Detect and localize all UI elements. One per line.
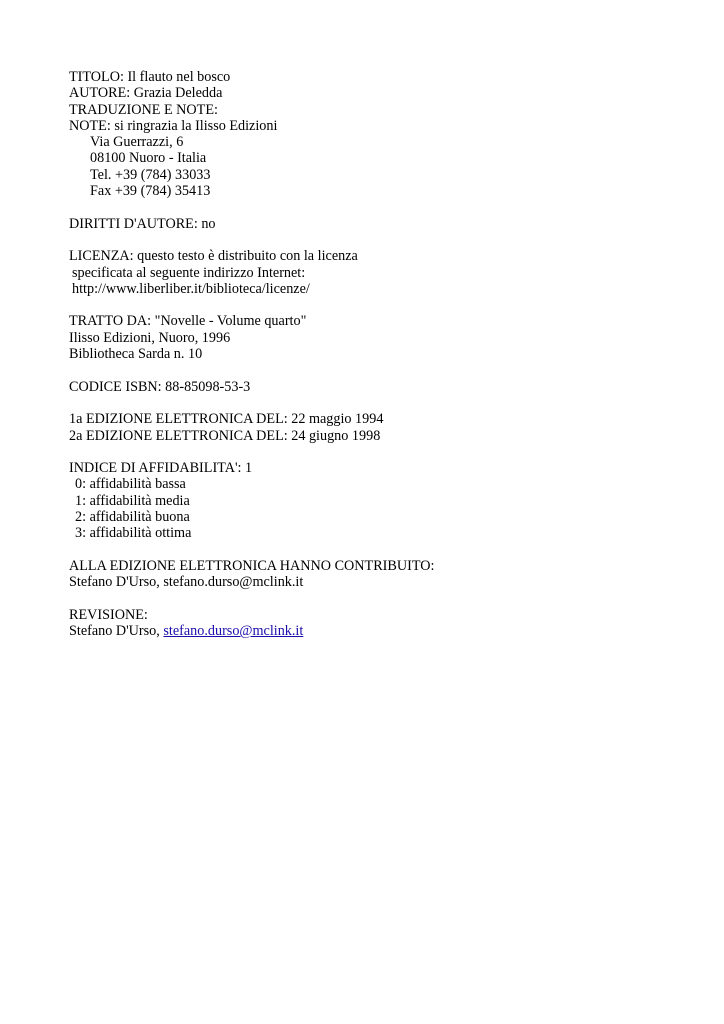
affidabilita-item: 2: affidabilità buona (75, 509, 190, 526)
address-line: Via Guerrazzi, 6 (90, 134, 184, 151)
address-line: Tel. +39 (784) 33033 (90, 166, 211, 183)
spacer (69, 395, 689, 411)
document-page (69, 69, 689, 639)
spacer (69, 542, 689, 558)
tratto-line: Ilisso Edizioni, Nuoro, 1996 (69, 329, 231, 346)
isbn-line: CODICE ISBN: 88-85098-53-3 (69, 378, 251, 395)
address-line: Fax +39 (784) 35413 (90, 183, 211, 200)
diritti-line: DIRITTI D'AUTORE: no (69, 215, 216, 232)
licenza-line: LICENZA: questo testo è distribuito con la licenza (69, 248, 358, 265)
spacer (69, 232, 689, 248)
note-line: NOTE: si ringrazia la Ilisso Edizioni (69, 117, 278, 134)
spacer (69, 297, 689, 313)
revisione-email-link[interactable]: stefano.durso@mclink.it (163, 623, 304, 640)
contributo-line: Stefano D'Urso, stefano.durso@mclink.it (69, 574, 304, 591)
spacer (69, 444, 689, 460)
affidabilita-item: 0: affidabilità bassa (75, 476, 186, 493)
revisione-name: Stefano D'Urso, (69, 623, 164, 640)
traduzione-line: TRADUZIONE E NOTE: (69, 101, 218, 118)
contributo-heading: ALLA EDIZIONE ELETTRONICA HANNO CONTRIBUITO: (69, 557, 435, 574)
indice-line: INDICE DI AFFIDABILITA': 1 (69, 460, 253, 477)
tratto-line: TRATTO DA: "Novelle - Volume quarto" (69, 313, 307, 330)
affidabilita-item: 1: affidabilità media (75, 492, 190, 509)
address-line: 08100 Nuoro - Italia (90, 150, 207, 167)
titolo-line: TITOLO: Il flauto nel bosco (69, 69, 231, 85)
spacer (69, 591, 689, 607)
licenza-line: specificata al seguente indirizzo Internet: (72, 264, 306, 281)
autore-line: AUTORE: Grazia Deledda (69, 85, 223, 102)
spacer (69, 362, 689, 378)
tratto-line: Bibliotheca Sarda n. 10 (69, 346, 203, 363)
edizione-line: 2a EDIZIONE ELETTRONICA DEL: 24 giugno 1998 (69, 427, 381, 444)
edizione-line: 1a EDIZIONE ELETTRONICA DEL: 22 maggio 1994 (69, 411, 384, 428)
revisione-line (69, 623, 689, 639)
affidabilita-item: 3: affidabilità ottima (75, 525, 192, 542)
licenza-url: http://www.liberliber.it/biblioteca/licenze/ (72, 280, 310, 297)
spacer (69, 199, 689, 215)
revisione-heading: REVISIONE: (69, 606, 148, 623)
